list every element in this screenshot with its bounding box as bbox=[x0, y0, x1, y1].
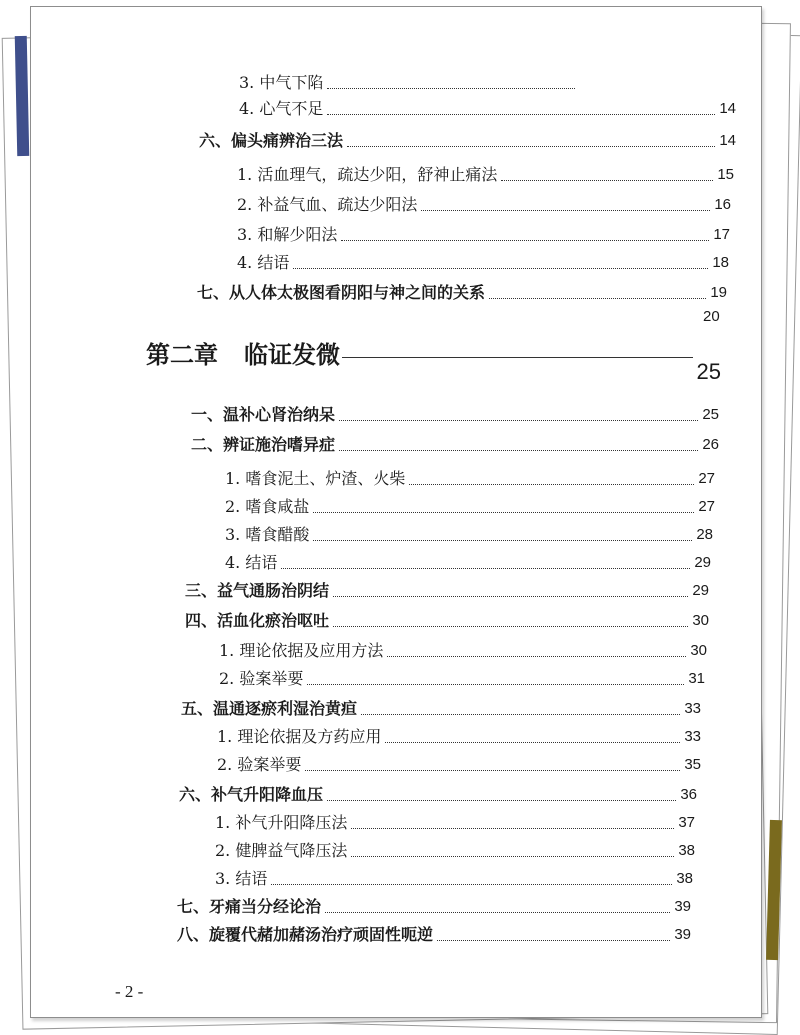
toc-entry-label: 1. 理论依据及方药应用 bbox=[217, 727, 382, 746]
toc-entry-label: 2. 验案举要 bbox=[219, 669, 304, 688]
toc-entry-label: 2. 嗜食咸盐 bbox=[225, 497, 310, 516]
page-number: - 2 - bbox=[115, 982, 144, 1001]
leader-dots bbox=[501, 180, 713, 181]
toc-entry-page: 36 bbox=[680, 786, 697, 803]
toc-entry-label: 1. 补气升阳降压法 bbox=[215, 813, 348, 832]
chapter-page: 25 bbox=[696, 359, 721, 384]
toc-entry-label: 1. 嗜食泥土、炉渣、火柴 bbox=[225, 469, 406, 488]
toc-entry[interactable] bbox=[239, 95, 736, 119]
leader-dots bbox=[339, 450, 698, 451]
toc-entry[interactable] bbox=[177, 893, 691, 917]
toc-entry-page: 31 bbox=[688, 670, 705, 687]
toc-entry-label: 三、益气通肠治阴结 bbox=[185, 581, 330, 600]
toc-entry-page: 26 bbox=[702, 436, 719, 453]
leader-dots bbox=[281, 568, 690, 569]
leader-dots bbox=[385, 742, 680, 743]
toc-entry[interactable] bbox=[219, 665, 705, 689]
toc-entry[interactable] bbox=[197, 279, 727, 303]
toc-entry-label: 2. 验案举要 bbox=[217, 755, 302, 774]
chapter-number: 第二章 bbox=[146, 340, 218, 369]
toc-entry[interactable] bbox=[237, 191, 731, 215]
toc-entry[interactable] bbox=[239, 69, 579, 93]
toc-entry[interactable] bbox=[237, 221, 730, 245]
toc-entry-label: 4. 结语 bbox=[237, 253, 290, 272]
toc-entry-label: 六、偏头痛辨治三法 bbox=[199, 131, 344, 150]
toc-entry[interactable] bbox=[179, 781, 697, 805]
toc-entry-page: 17 bbox=[713, 226, 730, 243]
leader-dots bbox=[325, 912, 670, 913]
toc-entry-label: 1. 活血理气，疏达少阳，舒神止痛法 bbox=[237, 165, 498, 184]
toc-entry-page: 38 bbox=[678, 842, 695, 859]
table-of-contents bbox=[31, 7, 761, 1017]
toc-entry-label: 1. 理论依据及应用方法 bbox=[219, 641, 384, 660]
leader-dots bbox=[489, 298, 706, 299]
leader-dots bbox=[351, 856, 674, 857]
toc-entry-label: 一、温补心肾治纳呆 bbox=[191, 405, 336, 424]
toc-entry[interactable] bbox=[237, 161, 734, 185]
leader-dots bbox=[351, 828, 674, 829]
toc-entry-page: 38 bbox=[676, 870, 693, 887]
leader-dots bbox=[421, 210, 710, 211]
leader-dots bbox=[293, 268, 708, 269]
toc-entry-page: 14 bbox=[719, 100, 736, 117]
toc-entry-label: 2. 健脾益气降压法 bbox=[215, 841, 348, 860]
toc-entry-label: 七、从人体太极图看阴阳与神之间的关系 bbox=[197, 283, 486, 302]
toc-entry-label: 3. 结语 bbox=[215, 869, 268, 888]
leader-dots bbox=[437, 940, 670, 941]
toc-entry-label: 二、辨证施治嗜异症 bbox=[191, 435, 336, 454]
leader-dots bbox=[347, 146, 715, 147]
toc-entry-page: 30 bbox=[690, 642, 707, 659]
toc-entry-page: 39 bbox=[674, 898, 691, 915]
leader-dots bbox=[333, 596, 688, 597]
leader-dots bbox=[307, 684, 684, 685]
toc-entry-label: 五、温通逐瘀利湿治黄疸 bbox=[181, 699, 358, 718]
toc-entry-label: 3. 中气下陷 bbox=[239, 73, 324, 92]
leader-dots bbox=[409, 484, 694, 485]
toc-entry[interactable] bbox=[181, 695, 701, 719]
leader-dots bbox=[361, 714, 680, 715]
toc-entry-page: 29 bbox=[694, 554, 711, 571]
toc-entry-label: 3. 嗜食醋酸 bbox=[225, 525, 310, 544]
chapter-rule bbox=[342, 357, 693, 358]
toc-entry-page: 35 bbox=[684, 756, 701, 773]
leader-dots bbox=[327, 800, 676, 801]
book-cover-edge bbox=[15, 36, 30, 156]
leader-dots bbox=[327, 88, 575, 89]
toc-entry-label: 3. 和解少阳法 bbox=[237, 225, 338, 244]
toc-entry[interactable] bbox=[217, 723, 701, 747]
toc-entry-page: 30 bbox=[692, 612, 709, 629]
leader-dots bbox=[313, 512, 694, 513]
toc-entry-page: 14 bbox=[719, 132, 736, 149]
toc-entry[interactable] bbox=[217, 751, 701, 775]
toc-entry-page: 37 bbox=[678, 814, 695, 831]
toc-entry-page: 27 bbox=[698, 498, 715, 515]
toc-entry[interactable] bbox=[177, 921, 691, 945]
toc-entry-page: 18 bbox=[712, 254, 729, 271]
toc-entry[interactable] bbox=[199, 127, 736, 151]
toc-page bbox=[30, 6, 762, 1018]
toc-entry[interactable] bbox=[225, 493, 715, 517]
leader-dots bbox=[387, 656, 686, 657]
toc-entry-page: 33 bbox=[684, 700, 701, 717]
toc-entry[interactable] bbox=[215, 809, 695, 833]
toc-entry-page: 19 bbox=[710, 284, 727, 301]
toc-entry-page: 16 bbox=[714, 196, 731, 213]
toc-entry-label: 八、旋覆代赭加赭汤治疗顽固性呃逆 bbox=[177, 925, 434, 944]
toc-entry[interactable] bbox=[237, 249, 729, 273]
chapter-heading[interactable] bbox=[146, 335, 721, 385]
leader-dots bbox=[339, 420, 698, 421]
toc-entry[interactable] bbox=[219, 637, 707, 661]
toc-entry-page: 20 bbox=[703, 308, 720, 325]
toc-entry[interactable] bbox=[225, 465, 715, 489]
toc-entry[interactable] bbox=[225, 549, 711, 573]
toc-entry-page: 25 bbox=[702, 406, 719, 423]
toc-trailing-page bbox=[703, 303, 743, 327]
leader-dots bbox=[327, 114, 715, 115]
toc-entry[interactable] bbox=[215, 865, 693, 889]
toc-entry[interactable] bbox=[225, 521, 713, 545]
leader-dots bbox=[333, 626, 688, 627]
toc-entry-page: 29 bbox=[692, 582, 709, 599]
leader-dots bbox=[341, 240, 709, 241]
toc-entry[interactable] bbox=[191, 401, 719, 425]
toc-entry-page: 27 bbox=[698, 470, 715, 487]
toc-entry-page: 33 bbox=[684, 728, 701, 745]
toc-entry-label: 4. 心气不足 bbox=[239, 99, 324, 118]
chapter-title: 临证发微 bbox=[244, 341, 340, 369]
toc-entry[interactable] bbox=[191, 431, 719, 455]
toc-entry-page: 15 bbox=[717, 166, 734, 183]
toc-entry-label: 七、牙痛当分经论治 bbox=[177, 897, 322, 916]
leader-dots bbox=[305, 770, 680, 771]
toc-entry-page: 28 bbox=[696, 526, 713, 543]
toc-entry-label: 六、补气升阳降血压 bbox=[179, 785, 324, 804]
leader-dots bbox=[271, 884, 672, 885]
toc-entry[interactable] bbox=[185, 577, 709, 601]
toc-entry[interactable] bbox=[185, 607, 709, 631]
toc-entry-label: 四、活血化瘀治呕吐 bbox=[185, 611, 330, 630]
leader-dots bbox=[313, 540, 692, 541]
toc-entry-label: 4. 结语 bbox=[225, 553, 278, 572]
toc-entry-page: 39 bbox=[674, 926, 691, 943]
toc-entry-label: 2. 补益气血、疏达少阳法 bbox=[237, 195, 418, 214]
toc-entry[interactable] bbox=[215, 837, 695, 861]
